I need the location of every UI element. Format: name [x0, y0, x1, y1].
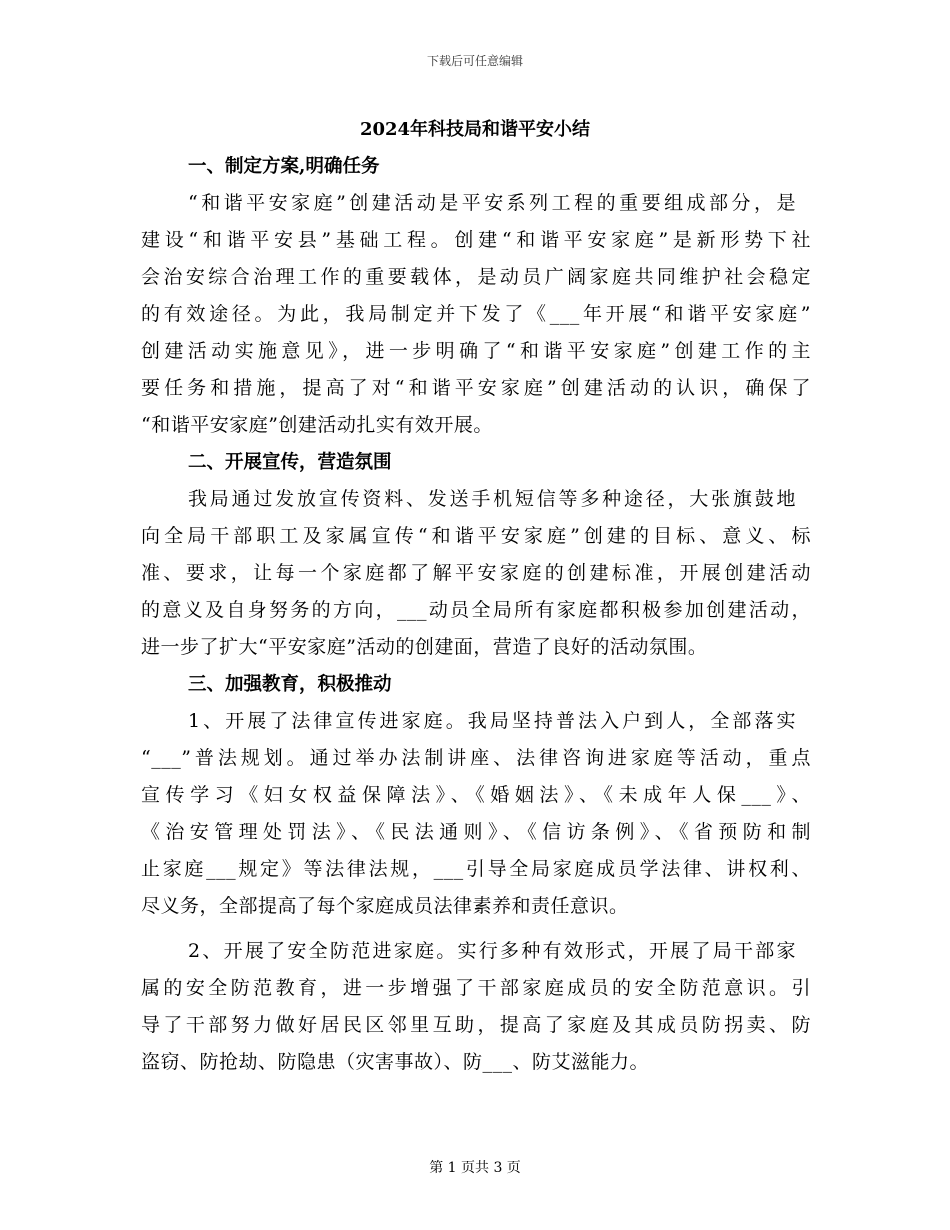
- section-heading-1: 一、制定方案,明确任务: [188, 156, 380, 177]
- paragraph-line: 属的安全防范教育，进一步增强了干部家庭成员的安全防范意识。引: [141, 977, 811, 999]
- paragraph-line: 尽义务，全部提高了每个家庭成员法律素养和责任意识。: [141, 895, 629, 917]
- paragraph-line: “___”普法规划。通过举办法制讲座、法律咨询进家庭等活动，重点: [141, 747, 811, 769]
- paragraph-line: 2、开展了安全防范进家庭。实行多种有效形式，开展了局干部家: [188, 940, 796, 962]
- paragraph-line: 盗窃、防抢劫、防隐患（灾害事故）、防___、防艾滋能力。: [141, 1051, 650, 1073]
- paragraph-line: 的有效途径。为此，我局制定并下发了《___年开展“和谐平安家庭”: [141, 303, 811, 325]
- page-footer: 第 1 页共 3 页: [429, 1160, 521, 1176]
- paragraph-line: 向全局干部职工及家属宣传“和谐平安家庭”创建的目标、意义、标: [141, 525, 811, 547]
- paragraph-line: 我局通过发放宣传资料、发送手机短信等多种途径，大张旗鼓地: [188, 488, 796, 510]
- section-heading-3: 三、加强教育，积极推动: [188, 674, 392, 695]
- paragraph-line: 1、开展了法律宣传进家庭。我局坚持普法入户到人，全部落实: [188, 710, 796, 732]
- paragraph-line: 止家庭___规定》等法律法规，___引导全局家庭成员学法律、讲权利、: [141, 858, 811, 880]
- paragraph-line: 准、要求，让每一个家庭都了解平安家庭的创建标准，开展创建活动: [141, 562, 811, 584]
- paragraph-line: 的意义及自身努务的方向，___动员全局所有家庭都积极参加创建活动，: [141, 599, 811, 621]
- paragraph-line: 创建活动实施意见》，进一步明确了“和谐平安家庭”创建工作的主: [141, 340, 811, 362]
- paragraph-line: 《治安管理处罚法》、《民法通则》、《信访条例》、《省预防和制: [141, 821, 811, 843]
- section-heading-2: 二、开展宣传，营造氛围: [188, 452, 392, 473]
- paragraph-line: “和谐平安家庭”创建活动是平安系列工程的重要组成部分，是: [188, 192, 796, 214]
- document-title: 2024年科技局和谐平安小结: [359, 119, 591, 140]
- paragraph-line: 要任务和措施，提高了对“和谐平安家庭”创建活动的认识，确保了: [141, 377, 811, 399]
- paragraph-line: 进一步了扩大“平安家庭”活动的创建面，营造了良好的活动氛围。: [141, 636, 708, 658]
- paragraph-line: 宣传学习《妇女权益保障法》、《婚姻法》、《未成年人保___》、: [141, 784, 811, 806]
- paragraph-line: 会治安综合治理工作的重要载体，是动员广阔家庭共同维护社会稳定: [141, 266, 811, 288]
- paragraph-line: “和谐平安家庭”创建活动扎实有效开展。: [141, 414, 493, 436]
- paragraph-line: 建设“和谐平安县”基础工程。创建“和谐平安家庭”是新形势下社: [141, 229, 811, 251]
- paragraph-line: 导了干部努力做好居民区邻里互助，提高了家庭及其成员防拐卖、防: [141, 1014, 811, 1036]
- page-header: 下载后可任意编辑: [426, 54, 523, 68]
